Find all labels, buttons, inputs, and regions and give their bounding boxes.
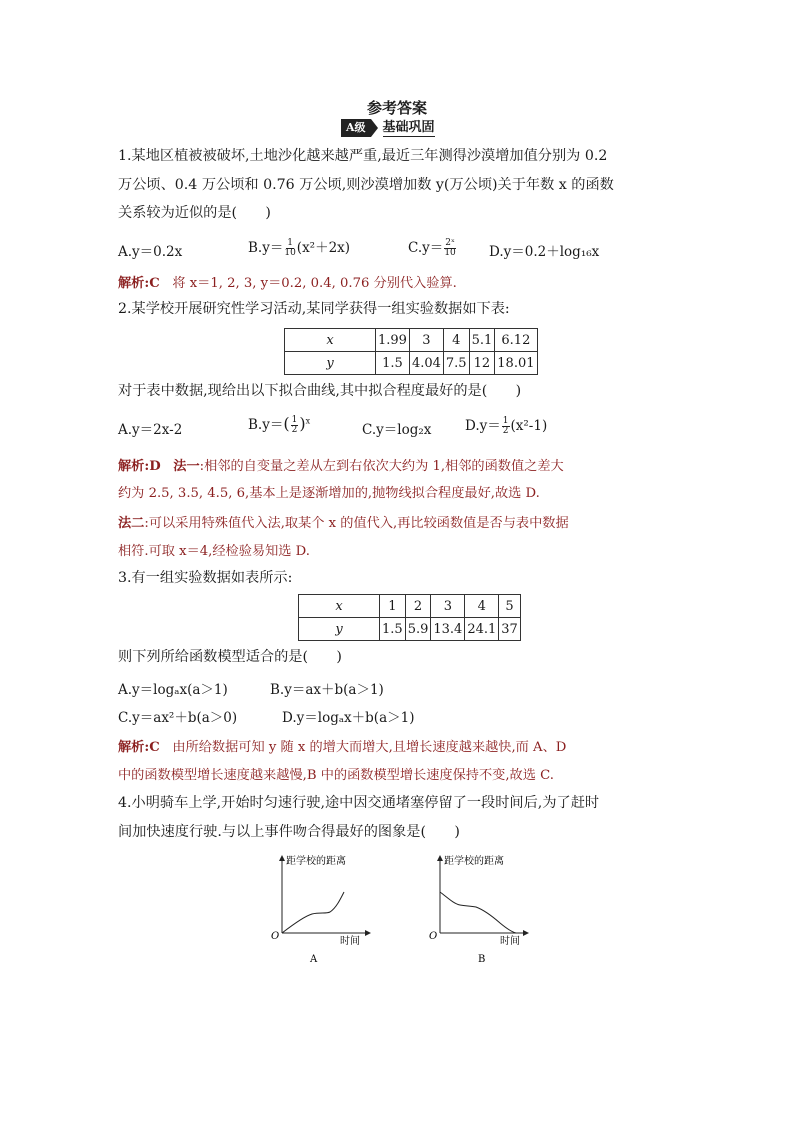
table-cell: 1.5 xyxy=(380,618,406,641)
table-cell: 3 xyxy=(409,329,443,352)
q2-method2-text2: 相符.可取 x＝4,经检验易知选 D. xyxy=(118,544,310,559)
table-cell: 13.4 xyxy=(431,618,465,641)
table-cell: 7.5 xyxy=(443,352,469,375)
table-cell: 3 xyxy=(431,595,465,618)
q1-option-c-fraction xyxy=(444,239,456,258)
q2-option-b-fraction xyxy=(291,416,299,435)
q2-method1-text2: 约为 2.5, 3.5, 4.5, 6,基本上是逐渐增加的,抛物线拟合程度最好,故选 D. xyxy=(118,486,540,501)
graph-a-ylabel: 距学校的距离 xyxy=(286,856,346,867)
q2-option-b-prefix: B.y＝ xyxy=(248,417,284,433)
q1-option-b-prefix: B.y＝ xyxy=(248,240,284,256)
q2-option-a: A.y＝2x-2 xyxy=(118,422,183,438)
q3-option-d: D.y＝logₐx＋b(a＞1) xyxy=(282,710,415,726)
table-header-cell: y xyxy=(285,352,376,375)
table-cell: 4 xyxy=(443,329,469,352)
q1-option-b-suffix: (x²＋2x) xyxy=(296,240,351,256)
graph-b xyxy=(420,848,540,966)
q2-option-b-denominator: 2 xyxy=(291,425,298,435)
graph-b-ylabel: 距学校的距离 xyxy=(444,856,504,867)
q3-answer-text2: 中的函数模型增长速度越来越慢,B 中的函数模型增长速度保持不变,故选 C. xyxy=(118,768,554,783)
level-badge: A级 xyxy=(341,119,371,137)
q3-option-a: A.y＝logₐx(a＞1) xyxy=(118,682,228,698)
q3-data-table xyxy=(298,594,521,641)
level-heading xyxy=(341,119,435,137)
level-name: 基础巩固 xyxy=(382,119,435,135)
q2-line1: 2.某学校开展研究性学习活动,某同学获得一组实验数据如下表: xyxy=(118,301,510,317)
q3-answer-text1: 由所给数据可知 y 随 x 的增大而增大,且增长速度越来越快,而 A、D xyxy=(172,740,567,755)
table-cell: 5.1 xyxy=(469,329,495,352)
q2-method1-text1: :相邻的自变量之差从左到右依次大约为 1,相邻的函数值之差大 xyxy=(199,459,564,474)
q2-option-d xyxy=(465,414,547,436)
q3-answer-line1 xyxy=(118,736,566,755)
table-cell: 5 xyxy=(499,595,521,618)
q2-method1-label: 法一 xyxy=(173,459,200,474)
q3-line1: 3.有一组实验数据如表所示: xyxy=(118,570,293,586)
q2-answer-line3 xyxy=(118,512,569,531)
graph-a-xlabel: 时间 xyxy=(340,936,360,947)
q1-line1: 1.某地区植被被破坏,土地沙化越来越严重,最近三年测得沙漠增加值分别为 0.2 xyxy=(118,148,608,164)
table-cell: 1.99 xyxy=(376,329,410,352)
q1-answer-text: 将 x＝1, 2, 3, y＝0.2, 0.4, 0.76 分别代入验算. xyxy=(172,276,457,291)
table-row xyxy=(285,329,538,352)
q1-answer xyxy=(118,272,457,291)
table-cell: 4 xyxy=(465,595,499,618)
table-cell: 1.5 xyxy=(376,352,410,375)
q2-method2-label: 法二 xyxy=(118,516,145,531)
q1-answer-label: 解析:C xyxy=(118,276,160,291)
graph-b-curve xyxy=(440,892,516,933)
q2-answer-label: 解析:D xyxy=(118,459,161,474)
table-cell: 12 xyxy=(469,352,495,375)
table-cell: 5.9 xyxy=(405,618,431,641)
q2-option-b-exponent: x xyxy=(305,416,311,426)
q1-option-c-prefix: C.y＝ xyxy=(408,240,444,256)
table-row xyxy=(285,352,538,375)
q2-option-d-numerator: 1 xyxy=(502,416,509,426)
q2-option-b-numerator: 1 xyxy=(291,415,298,425)
q4-line2: 间加快速度行驶.与以上事件吻合得最好的图象是( ) xyxy=(118,824,460,840)
table-cell: 6.12 xyxy=(495,329,537,352)
table-header-cell: x xyxy=(299,595,380,618)
table-header-cell: x xyxy=(285,329,376,352)
q3-line2: 则下列所给函数模型适合的是( ) xyxy=(118,649,342,665)
q2-option-d-suffix: (x²-1) xyxy=(510,418,548,434)
q1-option-d: D.y＝0.2＋log₁₆x xyxy=(489,244,600,260)
q2-method2-text1: :可以采用特殊值代入法,取某个 x 的值代入,再比较函数值是否与表中数据 xyxy=(144,516,569,531)
graph-a-caption: A xyxy=(310,954,318,965)
q1-line2: 万公顷、0.4 万公顷和 0.76 万公顷,则沙漠增加数 y(万公顷)关于年数 x 的函数 xyxy=(118,177,614,193)
table-cell: 4.04 xyxy=(409,352,443,375)
graph-b-xlabel: 时间 xyxy=(500,936,520,947)
q2-answer-line1 xyxy=(118,455,564,474)
table-cell: 37 xyxy=(499,618,521,641)
graph-b-origin: O xyxy=(429,931,438,942)
q2-data-table xyxy=(284,328,538,375)
graph-a xyxy=(260,848,380,966)
table-cell: 2 xyxy=(405,595,431,618)
q4-line1: 4.小明骑车上学,开始时匀速行驶,途中因交通堵塞停留了一段时间后,为了赶时 xyxy=(118,795,600,811)
q1-option-c-denominator: 10 xyxy=(444,248,456,258)
table-header-cell: y xyxy=(299,618,380,641)
q1-option-b-fraction xyxy=(284,239,295,258)
graph-a-curve xyxy=(282,892,344,933)
q2-option-d-prefix: D.y＝ xyxy=(465,418,501,434)
q2-option-c: C.y＝log₂x xyxy=(362,422,432,438)
q3-answer-label: 解析:C xyxy=(118,740,160,755)
table-cell: 18.01 xyxy=(495,352,537,375)
q2-option-d-denominator: 2 xyxy=(502,426,509,436)
q3-option-b: B.y＝ax＋b(a＞1) xyxy=(270,682,384,698)
table-cell: 1 xyxy=(380,595,406,618)
page-title: 参考答案 xyxy=(366,99,427,117)
q1-option-b-denominator: 10 xyxy=(284,248,296,258)
q2-line2: 对于表中数据,现给出以下拟合曲线,其中拟合程度最好的是( ) xyxy=(118,383,522,399)
q1-option-a: A.y＝0.2x xyxy=(118,244,183,260)
table-row xyxy=(299,618,521,641)
q1-option-c xyxy=(408,236,457,258)
q1-line3: 关系较为近似的是( ) xyxy=(118,205,271,221)
graph-a-origin: O xyxy=(271,931,280,942)
graph-b-caption: B xyxy=(478,954,486,965)
table-row xyxy=(299,595,521,618)
q1-option-c-numerator: 2ˣ xyxy=(445,238,455,248)
q2-option-d-fraction xyxy=(502,417,510,436)
q1-option-b-numerator: 1 xyxy=(287,238,293,248)
table-cell: 24.1 xyxy=(465,618,499,641)
q2-option-b: B.y＝( $\frac{1}{2}$ )$^x$ xyxy=(248,414,311,435)
q3-option-c: C.y＝ax²＋b(a＞0) xyxy=(118,710,238,726)
q1-option-b xyxy=(248,236,350,258)
